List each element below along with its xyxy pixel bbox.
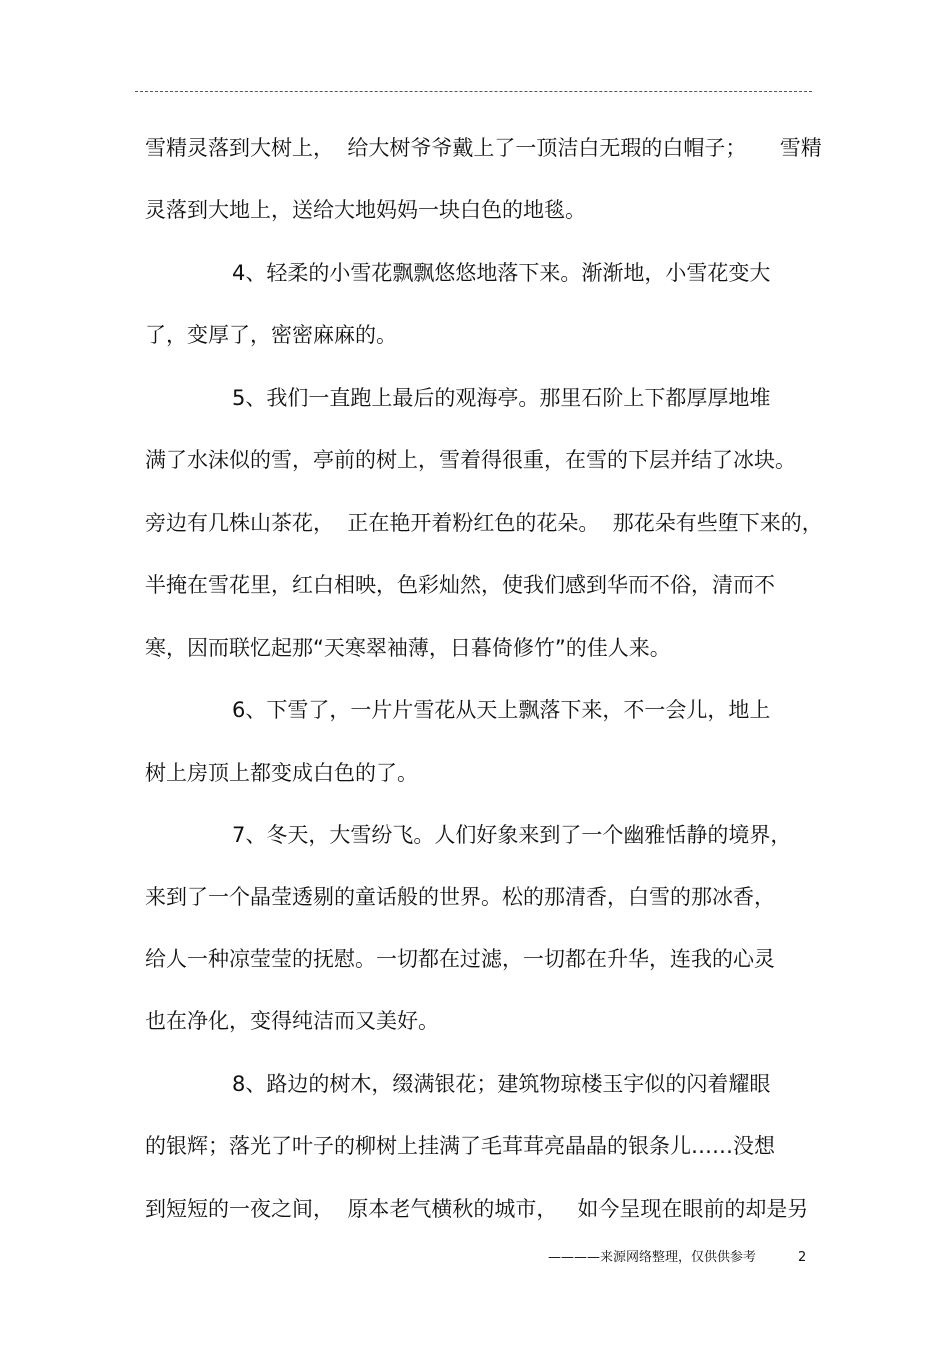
text-line: 给人一种凉莹莹的抚慰。一切都在过滤，一切都在升华，连我的心灵: [145, 947, 775, 971]
text-line: 5、我们一直跑上最后的观海亭。那里石阶上下都厚厚地堆: [232, 386, 771, 410]
text-line: 也在净化，变得纯洁而又美好。: [145, 1009, 439, 1033]
text-line: 7、冬天，大雪纷飞。人们好象来到了一个幽雅恬静的境界，: [232, 823, 792, 847]
text-line: 旁边有几株山茶花， 正在艳开着粉红色的花朵。 那花朵有些堕下来的，: [145, 511, 823, 535]
text-line: 半掩在雪花里，红白相映，色彩灿然，使我们感到华而不俗，清而不: [145, 573, 775, 597]
text-line: 灵落到大地上，送给大地妈妈一块白色的地毯。: [145, 198, 586, 222]
page-number: 2: [798, 1250, 807, 1265]
text-line: 雪精灵落到大树上， 给大树爷爷戴上了一顶洁白无瑕的白帽子； 雪精: [145, 136, 822, 160]
text-line: 4、轻柔的小雪花飘飘悠悠地落下来。渐渐地，小雪花变大: [232, 261, 771, 285]
footer-source-note: ————来源网络整理，仅供供参考: [548, 1250, 757, 1265]
text-line: 的银辉；落光了叶子的柳树上挂满了毛茸茸亮晶晶的银条儿……没想: [145, 1134, 775, 1158]
text-line: 了，变厚了，密密麻麻的。: [145, 323, 397, 347]
text-line: 来到了一个晶莹透剔的童话般的世界。松的那清香，白雪的那冰香，: [145, 885, 775, 909]
text-line: 满了水沫似的雪，亭前的树上，雪着得很重，在雪的下层并结了冰块。: [145, 448, 796, 472]
text-line: 树上房顶上都变成白色的了。: [145, 761, 418, 785]
header-divider: [135, 91, 812, 92]
text-line: 寒，因而联忆起那“天寒翠袖薄，日暮倚修竹”的佳人来。: [145, 636, 671, 660]
text-line: 到短短的一夜之间， 原本老气横秋的城市， 如今呈现在眼前的却是另: [145, 1197, 809, 1221]
text-line: 6、下雪了，一片片雪花从天上飘落下来，不一会儿，地上: [232, 698, 771, 722]
text-line: 8、路边的树木，缀满银花；建筑物琼楼玉宇似的闪着耀眼: [232, 1072, 771, 1096]
